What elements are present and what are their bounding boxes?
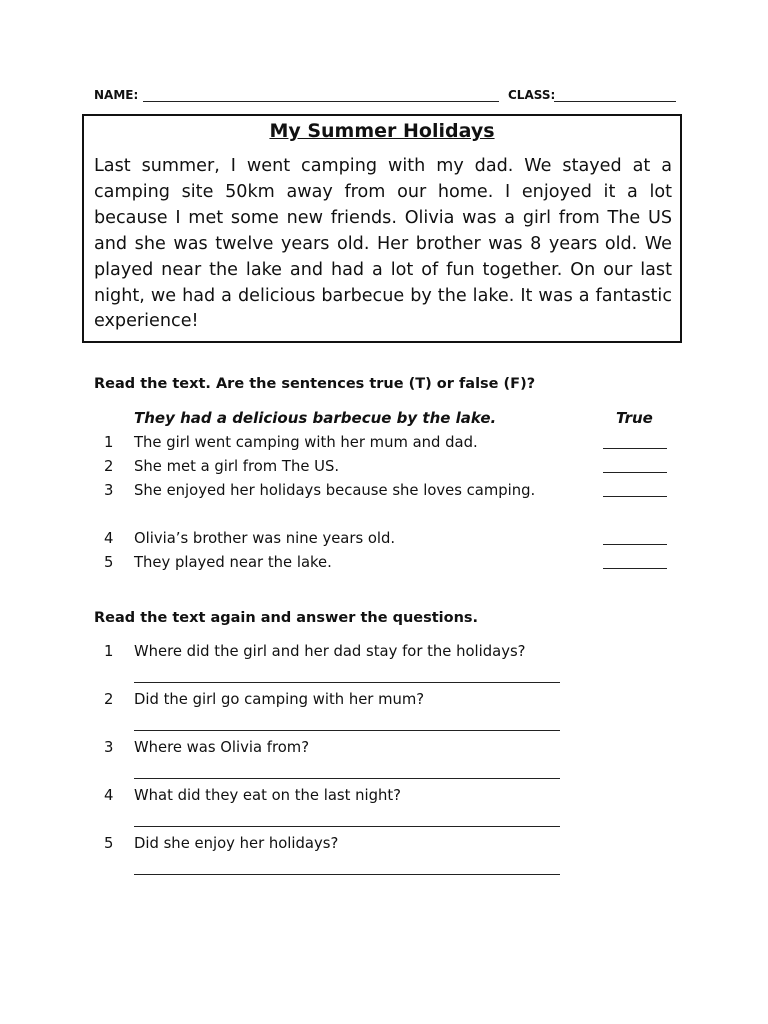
question-item: [0, 688, 768, 736]
question-text: Did she enjoy her holidays?: [134, 835, 339, 852]
true-false-list: [0, 431, 768, 575]
question-number: 2: [104, 691, 114, 708]
item-number: 2: [104, 458, 114, 475]
answer-blank[interactable]: [603, 472, 667, 473]
answer-line[interactable]: [134, 874, 560, 875]
worksheet-header: [94, 88, 676, 106]
example-sentence: They had a delicious barbecue by the lake.: [134, 409, 497, 427]
item-number: 3: [104, 482, 114, 499]
answer-line[interactable]: [134, 826, 560, 827]
item-number: 5: [104, 554, 114, 571]
answer-line[interactable]: [134, 682, 560, 683]
answer-line[interactable]: [134, 778, 560, 779]
item-sentence: She enjoyed her holidays because she loves camping.: [134, 482, 536, 499]
example-answer: True: [616, 409, 653, 427]
tf-item: [0, 527, 768, 551]
question-item: [0, 832, 768, 880]
name-field-line[interactable]: [143, 101, 499, 102]
class-field-line[interactable]: [554, 101, 676, 102]
question-item: [0, 784, 768, 832]
answer-blank[interactable]: [603, 496, 667, 497]
question-number: 4: [104, 787, 114, 804]
question-text: Where did the girl and her dad stay for the holidays?: [134, 643, 526, 660]
questions-list: [0, 640, 768, 880]
tf-item: [0, 455, 768, 479]
story-box: [82, 114, 682, 343]
item-number: 4: [104, 530, 114, 547]
tf-item: [0, 479, 768, 527]
exercise2-instruction: Read the text again and answer the questions.: [94, 610, 479, 626]
answer-blank[interactable]: [603, 568, 667, 569]
tf-item: [0, 551, 768, 575]
question-text: Where was Olivia from?: [134, 739, 310, 756]
exercise1-instruction: Read the text. Are the sentences true (T) or false (F)?: [94, 376, 536, 392]
item-sentence: They played near the lake.: [134, 554, 332, 571]
question-item: [0, 640, 768, 688]
question-number: 1: [104, 643, 114, 660]
answer-blank[interactable]: [603, 544, 667, 545]
tf-item: [0, 431, 768, 455]
story-text: Last summer, I went camping with my dad. We stayed at a camping site 50km away from our home. I enjoyed it a lot because I met some new friends. Olivia was a girl from The US and she was twelve years old. Her brother was 8 years old. We played near the lake and had a lot of fun together. On our last night, we had a delicious barbecue by the lake. It was a fantastic experience!: [94, 156, 672, 332]
question-number: 5: [104, 835, 114, 852]
item-number: 1: [104, 434, 114, 451]
name-label: NAME:: [94, 88, 139, 102]
item-sentence: She met a girl from The US.: [134, 458, 340, 475]
question-item: [0, 736, 768, 784]
question-text: What did they eat on the last night?: [134, 787, 402, 804]
story-title: My Summer Holidays: [269, 120, 495, 142]
class-label: CLASS:: [508, 88, 556, 102]
question-number: 3: [104, 739, 114, 756]
question-text: Did the girl go camping with her mum?: [134, 691, 425, 708]
item-sentence: Olivia’s brother was nine years old.: [134, 530, 396, 547]
answer-line[interactable]: [134, 730, 560, 731]
item-sentence: The girl went camping with her mum and dad.: [134, 434, 478, 451]
answer-blank[interactable]: [603, 448, 667, 449]
